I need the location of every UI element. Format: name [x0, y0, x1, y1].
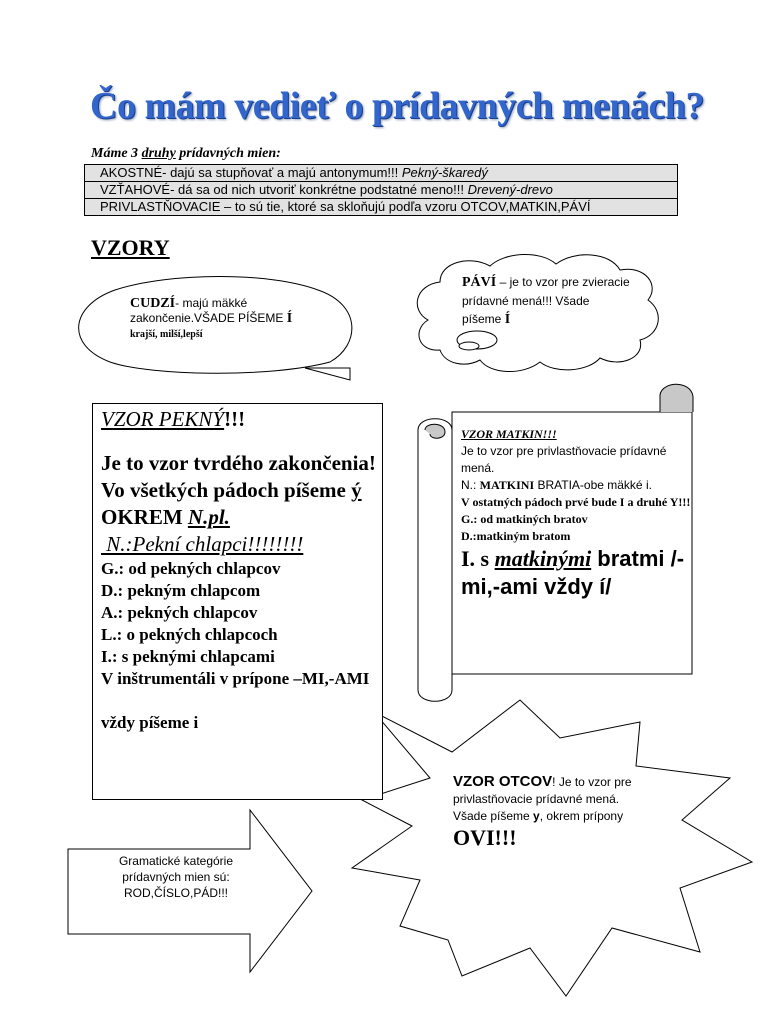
pekny-line2-case: N.pl. — [187, 505, 230, 529]
type-vztahove-example: Drevený-drevo — [467, 182, 553, 197]
pekny-line2 — [101, 477, 381, 531]
matkin-i-prefix: I. s — [461, 546, 495, 571]
cudzi-letter: Í — [286, 311, 293, 326]
pavi-letter: Í — [504, 312, 511, 327]
pekny-heading: VZOR PEKNÝ — [101, 407, 225, 431]
type-akostne-example: Pekný-škaredý — [401, 165, 488, 180]
intro-line — [91, 146, 281, 162]
type-row-vztahove — [84, 181, 678, 199]
pavi-keyword: PÁVÍ — [462, 275, 497, 290]
otcov-letter: y — [533, 809, 540, 823]
matkin-scroll — [461, 426, 691, 601]
matkin-text1: Je to vzor pre privlastňovacie prídavné mená. — [461, 444, 667, 475]
adjective-types-table — [84, 164, 678, 216]
intro-suffix: prídavných mien: — [175, 146, 281, 161]
pekny-content — [101, 407, 381, 734]
pekny-line2-letter: ý — [351, 478, 362, 502]
matkin-n-prefix: N.: — [461, 478, 480, 492]
otcov-text: ! Je to vzor pre privlastňovacie prídavné mená. Všade píšeme — [453, 775, 632, 823]
pavi-cloud-bubble-inner — [459, 342, 479, 350]
cudzi-examples: krajší, milší,lepší — [130, 329, 203, 340]
pekny-line2-prefix: Vo všetkých pádoch píšeme — [101, 478, 352, 502]
pekny-line1: Je to vzor tvrdého zakončenia! — [101, 451, 376, 475]
pavi-cloud — [462, 273, 632, 329]
pekny-line2-mid: OKREM — [101, 505, 188, 529]
otcov-text2: , okrem prípony — [539, 809, 624, 823]
pekny-footer: vždy píšeme i — [101, 713, 199, 732]
cudzi-callout-tail — [305, 368, 350, 380]
matkin-rule: V ostatných pádoch prvé bude I a druhé Y!!! — [461, 495, 691, 509]
pekny-case-a: A.: pekných chlapcov — [101, 603, 258, 622]
otcov-suffix: OVI!!! — [453, 825, 517, 850]
gram-categories-note: Gramatické kategórie prídavných mien sú: ROD,ČÍSLO,PÁD!!! — [118, 854, 234, 900]
pekny-case-i: I.: s peknými chlapcami — [101, 647, 275, 666]
matkin-nominative — [461, 477, 691, 494]
cudzi-keyword: CUDZÍ — [130, 296, 176, 311]
cudzi-callout — [130, 296, 300, 342]
matkin-n-rest: BRATIA-obe mäkké i. — [534, 478, 652, 492]
type-row-privlastnovacie — [84, 198, 678, 216]
type-privlastnovacie-text: PRIVLASTŇOVACIE – to sú tie, ktoré sa skloňujú podľa vzoru OTCOV,MATKIN,PÁVÍ — [100, 199, 591, 214]
otcov-starburst — [453, 773, 653, 851]
page-title: Čo mám vedieť o prídavných menách? — [90, 85, 704, 127]
cudzi-text: - majú mäkké zakončenie.VŠADE PÍŠEME — [130, 296, 287, 325]
matkin-instrumental — [461, 545, 691, 601]
matkin-case-d: D.:matkiným bratom — [461, 529, 571, 543]
matkin-case-g: G.: od matkiných bratov — [461, 512, 588, 526]
type-akostne-text: AKOSTNÉ- dajú sa stupňovať a majú antonymum!!! — [100, 165, 402, 180]
intro-prefix: Máme 3 — [91, 146, 142, 161]
vzory-heading: VZORY — [91, 235, 170, 260]
pekny-example: N.:Pekní chlapci!!!!!!!! — [101, 532, 304, 556]
type-vztahove-text: VZŤAHOVÉ- dá sa od nich utvoriť konkrétne podstatné meno!!! — [100, 182, 468, 197]
pekny-case-l: L.: o pekných chlapcoch — [101, 625, 278, 644]
matkin-n-bold: MATKINI — [479, 478, 535, 492]
pekny-heading-suffix: !!! — [224, 407, 246, 431]
otcov-heading: VZOR OTCOV — [453, 773, 553, 790]
matkin-i-rest: bratmi /-mi,-ami vždy í/ — [461, 546, 685, 599]
type-row-akostne — [84, 164, 678, 182]
intro-underlined: druhy — [141, 146, 176, 161]
pekny-case-g: G.: od pekných chlapcov — [101, 559, 281, 578]
matkin-i-word: matkinými — [494, 546, 592, 571]
pekny-case-d: D.: pekným chlapcom — [101, 581, 261, 600]
pekny-instrumental-note: V inštrumentáli v prípone –MI,-AMI — [101, 669, 370, 688]
matkin-heading: VZOR MATKIN!!! — [461, 427, 557, 441]
pavi-text: – je to vzor pre zvieracie prídavné mená!!! Všade píšeme — [462, 275, 630, 326]
